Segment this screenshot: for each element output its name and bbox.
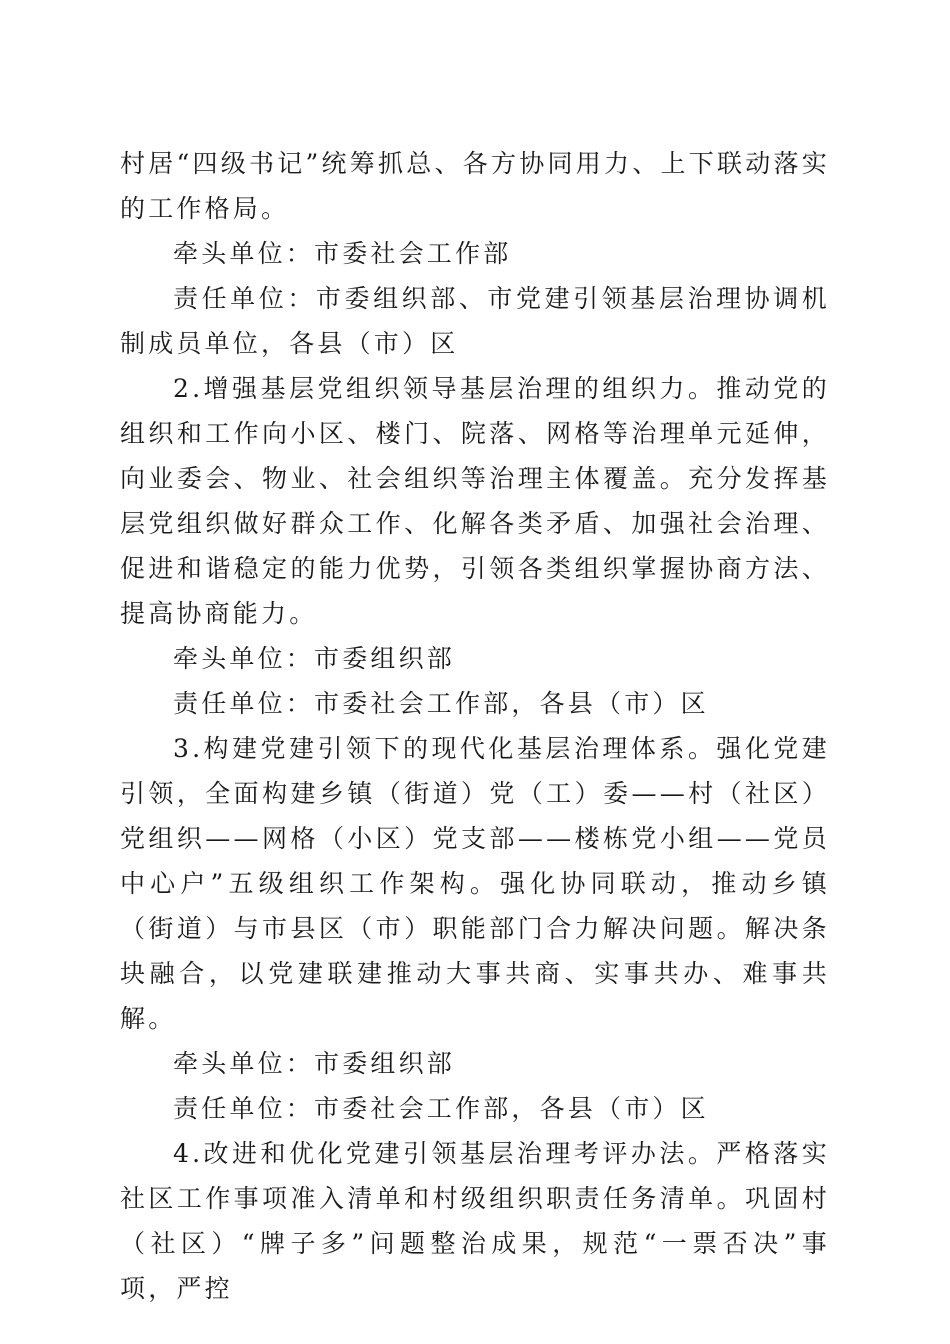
item-2-paragraph: 2.增强基层党组织领导基层治理的组织力。推动党的组织和工作向小区、楼门、院落、网格等治理单元延伸，向业委会、物业、社会组织等治理主体覆盖。充分发挥基层党组织做好群众工作、化解各类矛盾、加强社会治理、促进和谐稳定的能力优势，引领各类组织掌握协商方法、提高协商能力。	[120, 374, 830, 628]
document-body	[120, 141, 830, 1311]
responsible-unit-line: 责任单位：市委组织部、市党建引领基层治理协调机制成员单位，各县（市）区	[120, 284, 830, 358]
item-3-paragraph: 3.构建党建引领下的现代化基层治理体系。强化党建引领，全面构建乡镇（街道）党（工）委——村（社区）党组织——网格（小区）党支部——楼栋党小组——党员中心户”五级组织工作架构。强化协同联动，推动乡镇（街道）与市县区（市）职能部门合力解决问题。解决条块融合，以党建联建推动大事共商、实事共办、难事共解。	[120, 734, 830, 1033]
lead-unit-line: 牵头单位：市委组织部	[173, 644, 456, 673]
lead-unit-line: 牵头单位：市委社会工作部	[173, 239, 512, 268]
paragraph-continuation: 村居“四级书记”统筹抓总、各方协同用力、上下联动落实的工作格局。	[120, 149, 830, 223]
lead-unit-line: 牵头单位：市委组织部	[173, 1049, 456, 1078]
responsible-unit-line: 责任单位：市委社会工作部，各县（市）区	[173, 689, 709, 718]
item-4-paragraph: 4.改进和优化党建引领基层治理考评办法。严格落实社区工作事项准入清单和村级组织职责任务清单。巩固村（社区）“牌子多”问题整治成果，规范“一票否决”事项，严控	[120, 1139, 830, 1303]
responsible-unit-line: 责任单位：市委社会工作部，各县（市）区	[173, 1094, 709, 1123]
